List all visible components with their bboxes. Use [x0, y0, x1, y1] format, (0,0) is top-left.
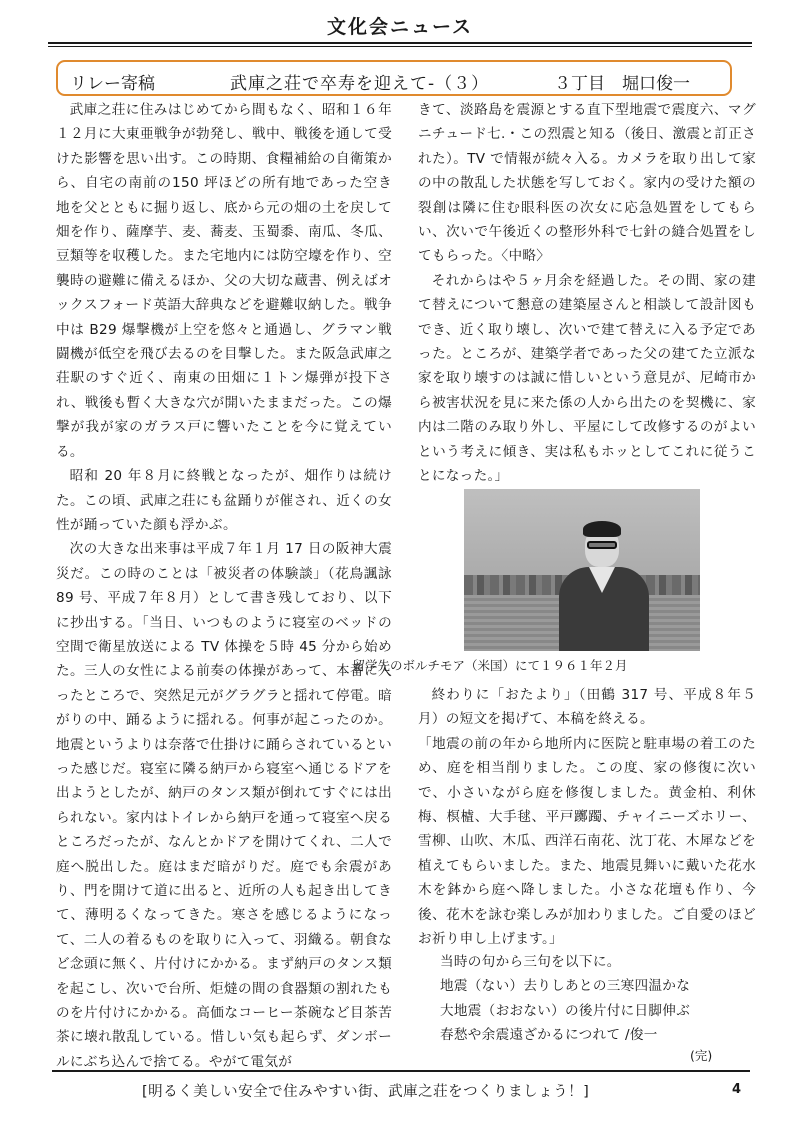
paragraph: 昭和 20 年８月に終戦となったが、畑作りは続けた。この頃、武庫之荘にも盆踊りが催され、近くの女性が踊っていた顔も浮かぶ。: [56, 468, 392, 533]
header-rule-thin: [48, 46, 752, 47]
right-column-top: [418, 98, 756, 489]
left-column: [56, 98, 392, 1074]
hair-shape: [583, 521, 621, 537]
series-label: リレー寄稿: [70, 74, 155, 94]
paragraph: それからはや５ヶ月余を経過した。その間、家の建て替えについて懇意の建築屋さんと相談して設計図もでき、近く取り壊し、次いで建て替えに入る予定であった。ところが、建築学者であった父の建てた立派な家を取り壊すのは誠に惜しいという意見が、尼崎市から被害状況を見に来た係の人から出たのを契機に、家内は二階のみ取り外し、平屋にして改修するのがよいという考えに傾き、実は私もホッとしてこれに従うことになった。」: [418, 272, 756, 485]
footer-slogan: [明るく美しい安全で住みやすい街、武庫之荘をつくりましょう！]: [142, 1084, 590, 1100]
haiku-line: 地震（ない）去りしあとの三寒四温かな: [440, 978, 691, 995]
person-figure: [559, 519, 649, 651]
haiku-intro: 当時の句から三句を以下に。: [440, 954, 621, 970]
end-mark: (完): [690, 1048, 713, 1063]
footer-rule: [52, 1070, 750, 1072]
photo-caption: 留学先のボルチモア（米国）にて１９６１年２月: [352, 658, 628, 673]
quoted-letter: 「地震の前の年から地所内に医院と駐車場の着工のため、庭を相当削りました。この度、家の修復に次いで、小さいながら庭を修復しました。黄金柏、利休梅、榠樝、大手毬、平戸躑躅、チャイニーズホリー、雪柳、山吹、木瓜、西洋石南花、沈丁花、木犀などを植えてもらいました。また、地震見舞いに戴いた花水木を鉢から庭へ降しました。小さな花壇も作り、今後、花木を詠む楽しみが加わりました。ご自愛のほどお祈り申し上げます。」: [418, 735, 756, 948]
article-headline-box: [56, 60, 732, 96]
right-column-bottom: [418, 683, 756, 951]
article-title: 武庫之荘で卒寿を迎えて-（３）: [230, 74, 490, 94]
paragraph: きて、淡路島を震源とする直下型地震で震度六、マグニチュード七.・この烈震と知る（後日、激震と訂正された）。TV で情報が続々入る。カメラを取り出して家の中の散乱した状態を写しておく。家内の受けた額の裂創は隣に住む眼科医の次女に応急処置をしてもらい、次いで午後近くの整形外科で七針の縫合処置をしてもらった。〈中略〉: [418, 102, 756, 265]
paragraph: 終わりに「おたより」（田鶴 317 号、平成８年５月）の短文を掲げて、本稿を終える。: [418, 687, 756, 728]
paragraph: 武庫之荘に住みはじめてから間もなく、昭和１６年１２月に大東亜戦争が勃発し、戦中、戦後を通して受けた影響を思い出す。この時期、食糧補給の自衛策から、自宅の南前の150 坪ほどの所有地であった空き地を父とともに掘り返し、底から元の畑の土を戻して畑を作り、薩摩芋、麦、蕎麦、玉蜀黍、南瓜、冬瓜、豆類等を収穫した。また宅地内には防空壕を作り、空襲時の避難に備えるほか、父の大切な蔵書、例えばオックスフォード英語大辞典などを避難収納した。戦争中は B29 爆撃機が上空を悠々と通過し、グラマン戦闘機が低空を飛び去るのを目撃した。また阪急武庫之荘駅のすぐ近く、南東の田畑に１トン爆弾が投下され、戦後も暫く大きな穴が開いたままだった。この爆撃が我が家のガラス戸に響いたことを今に覚えている。: [56, 102, 392, 460]
glasses-shape: [587, 541, 617, 549]
article-author: ３丁目 堀口俊一: [554, 74, 690, 94]
haiku-block: [440, 950, 690, 1048]
haiku-line: 大地震（おおない）の後片付に日脚伸ぶ: [440, 1002, 691, 1019]
page-number: 4: [732, 1082, 742, 1097]
newsletter-title: 文化会ニュース: [326, 16, 474, 38]
haiku-line: 春愁や余震遠ざかるにつれて /俊一: [440, 1027, 658, 1044]
header-rule: [48, 42, 752, 44]
author-photo: [464, 489, 700, 651]
paragraph: 次の大きな出来事は平成７年１月 17 日の阪神大震災だ。この時のことは「被災者の体験談」（花鳥諷詠 89 号、平成７年８月）として書き残しており、以下に抄出する。「当日、いつものように寝室のベッドの空間で衛星放送による TV 体操を５時 45 分から始めた。三人の女性による前奏の体操があって、本番に入ったところで、突然足元がグラグラと揺れて停電。暗がりの中、踊るように揺れる。何事が起こったのか。地震というよりは奈落で仕掛けに踊らされているといった感じだ。寝室に隣る納戸から寝室へ通じるドアを出ようとしたが、納戸のタンス類が倒れてすぐには出られない。家内はトイレから納戸を通って寝室へ戻るところだったが、なんとかドアを開けてくれ、二人で庭へ脱出した。庭はまだ暗がりだ。庭でも余震があり、門を開けて道に出ると、近所の人も起き出してきて、薄明るくなってきた。寒さを感じるようになって、二人の着るものを取りに入って、羽織る。朝食など念頭に無く、片付けにかかる。まず納戸のタンス類を起こし、次いで台所、炬燵の間の食器類の割れたものを片付けにかかる。高価なコーヒー茶碗など目茶苦茶に壊れ散乱している。惜しい気も起らず、ダンボールにぶち込んで捨てる。やがて電気が: [56, 541, 392, 1070]
